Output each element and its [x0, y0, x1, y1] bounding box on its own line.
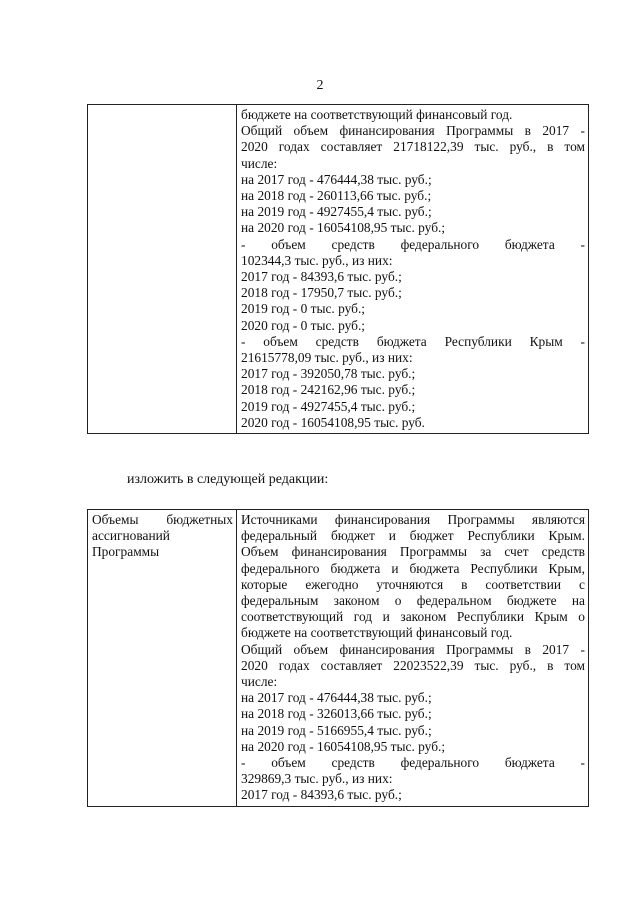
table-right-cell — [237, 510, 589, 807]
text-line: бюджете на соответствующий финансовый год. — [241, 107, 513, 122]
table-left-cell — [88, 105, 237, 434]
text-line: 102344,3 тыс. руб., из них: — [241, 252, 393, 268]
text-line: соответствующий год и законом Республики Крым о — [241, 609, 585, 625]
text-line: 2020 год - 0 тыс. руб.; — [241, 317, 366, 333]
text-line: Объемы бюджетных — [92, 512, 233, 527]
text-line: федеральный бюджет и бюджет Республики Крым. — [241, 528, 585, 544]
text-line: - объем средств федерального бюджета - — [241, 755, 585, 771]
text-line: бюджете на соответствующий финансовый год. — [241, 625, 513, 641]
new-edition-table — [87, 509, 589, 807]
table-row — [88, 105, 589, 434]
text-line: 329869,3 тыс. руб., из них: — [241, 771, 393, 787]
text-line: - объем средств бюджета Республики Крым - — [241, 333, 585, 349]
text-line: на 2020 год - 16054108,95 тыс. руб.; — [241, 738, 446, 754]
text-line: Общий объем финансирования Программы в 2017 - — [241, 641, 585, 657]
text-line: на 2018 год - 260113,66 тыс. руб.; — [241, 188, 432, 204]
text-line: на 2020 год - 16054108,95 тыс. руб.; — [241, 220, 446, 236]
new-edition-text — [241, 512, 585, 804]
text-line: 2018 год - 17950,7 тыс. руб.; — [241, 285, 402, 301]
previous-edition-table — [87, 104, 589, 434]
page-number: 2 — [316, 78, 324, 93]
text-line: 2017 год - 392050,78 тыс. руб.; — [241, 366, 416, 382]
text-line: на 2019 год - 5166955,4 тыс. руб.; — [241, 722, 432, 738]
text-line: которые ежегодно уточняются в соответствии с — [241, 576, 585, 592]
text-line: числе: — [241, 674, 278, 690]
text-line: на 2017 год - 476444,38 тыс. руб.; — [241, 171, 432, 187]
table-left-cell — [88, 510, 237, 807]
text-line: 2020 годах составляет 21718122,39 тыс. руб., в том — [241, 139, 585, 155]
text-line: - объем средств федерального бюджета - — [241, 236, 585, 252]
text-line: 2019 год - 4927455,4 тыс. руб.; — [241, 398, 416, 414]
previous-edition-text — [241, 107, 585, 431]
text-line: 2018 год - 242162,96 тыс. руб.; — [241, 382, 416, 398]
funding-label — [92, 512, 233, 561]
text-line: на 2019 год - 4927455,4 тыс. руб.; — [241, 204, 432, 220]
text-line: ассигнований — [92, 528, 170, 544]
intro-text: изложить в следующей редакции: — [127, 472, 329, 487]
text-line: Общий объем финансирования Программы в 2017 - — [241, 123, 585, 139]
text-line: Объем финансирования Программы за счет средств — [241, 544, 585, 560]
text-line: Программы — [92, 544, 160, 560]
text-line: 2019 год - 0 тыс. руб.; — [241, 301, 366, 317]
text-line: 2020 годах составляет 22023522,39 тыс. руб., в том — [241, 657, 585, 673]
table-row — [88, 510, 589, 807]
text-line: 2020 год - 16054108,95 тыс. руб. — [241, 414, 425, 430]
table-right-cell — [237, 105, 589, 434]
text-line: 2017 год - 84393,6 тыс. руб.; — [241, 269, 402, 285]
text-line: на 2018 год - 326013,66 тыс. руб.; — [241, 706, 432, 722]
text-line: 2017 год - 84393,6 тыс. руб.; — [241, 787, 402, 803]
text-line: федерального бюджета и бюджета Республики Крым, — [241, 560, 585, 576]
text-line: числе: — [241, 155, 278, 171]
text-line: на 2017 год - 476444,38 тыс. руб.; — [241, 690, 432, 706]
text-line: федеральным законом о федеральном бюджете на — [241, 593, 585, 609]
text-line: Источниками финансирования Программы являются — [241, 512, 585, 527]
text-line: 21615778,09 тыс. руб., из них: — [241, 350, 413, 366]
